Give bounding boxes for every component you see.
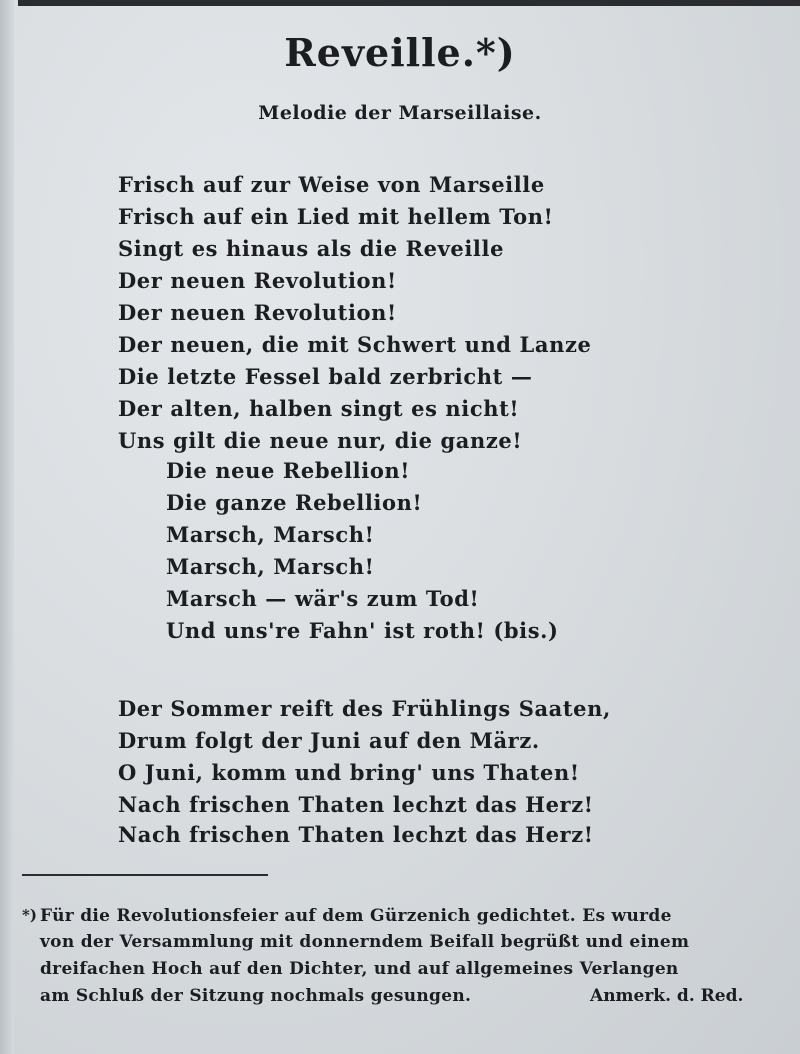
verse-line: Frisch auf ein Lied mit hellem Ton!	[118, 204, 554, 229]
verse-line: Und uns're Fahn' ist roth! (bis.)	[166, 618, 559, 643]
verse-line: Frisch auf zur Weise von Marseille	[118, 172, 545, 197]
footnote-line: von der Versammlung mit donnerndem Beifall begrüßt und einem	[40, 932, 690, 952]
page-gutter	[0, 0, 14, 1054]
verse-line: Der neuen Revolution!	[118, 300, 397, 325]
verse-line: Die letzte Fessel bald zerbricht —	[118, 364, 533, 389]
verse-line: Die neue Rebellion!	[166, 458, 411, 483]
verse-line: Nach frischen Thaten lechzt das Herz!	[118, 792, 594, 817]
verse-line: Marsch, Marsch!	[166, 522, 375, 547]
poem-subtitle: Melodie der Marseillaise.	[258, 102, 542, 124]
poem-title: Reveille.*)	[284, 30, 516, 75]
verse-line: Marsch — wär's zum Tod!	[166, 586, 480, 611]
verse-line: Der Sommer reift des Frühlings Saaten,	[118, 696, 611, 721]
verse-line: Der neuen Revolution!	[118, 268, 397, 293]
verse-line: Marsch, Marsch!	[166, 554, 375, 579]
verse-line: Der alten, halben singt es nicht!	[118, 396, 520, 421]
footnote-line: dreifachen Hoch auf den Dichter, und auf allgemeines Verlangen	[40, 959, 679, 979]
top-rule	[18, 0, 800, 6]
verse-line: Singt es hinaus als die Reveille	[118, 236, 505, 261]
editor-note-signature: Anmerk. d. Red.	[590, 986, 744, 1006]
footnote-line: Für die Revolutionsfeier auf dem Gürzenich gedichtet. Es wurde	[40, 906, 672, 926]
footnote-line: am Schluß der Sitzung nochmals gesungen.	[40, 986, 472, 1006]
verse-line: O Juni, komm und bring' uns Thaten!	[118, 760, 580, 785]
verse-line: Drum folgt der Juni auf den März.	[118, 728, 540, 753]
footnote-mark: *)	[22, 906, 37, 924]
footnote-divider	[22, 874, 268, 876]
verse-line: Der neuen, die mit Schwert und Lanze	[118, 332, 592, 357]
verse-line: Die ganze Rebellion!	[166, 490, 423, 515]
verse-line: Nach frischen Thaten lechzt das Herz!	[118, 822, 594, 847]
verse-line: Uns gilt die neue nur, die ganze!	[118, 428, 523, 453]
